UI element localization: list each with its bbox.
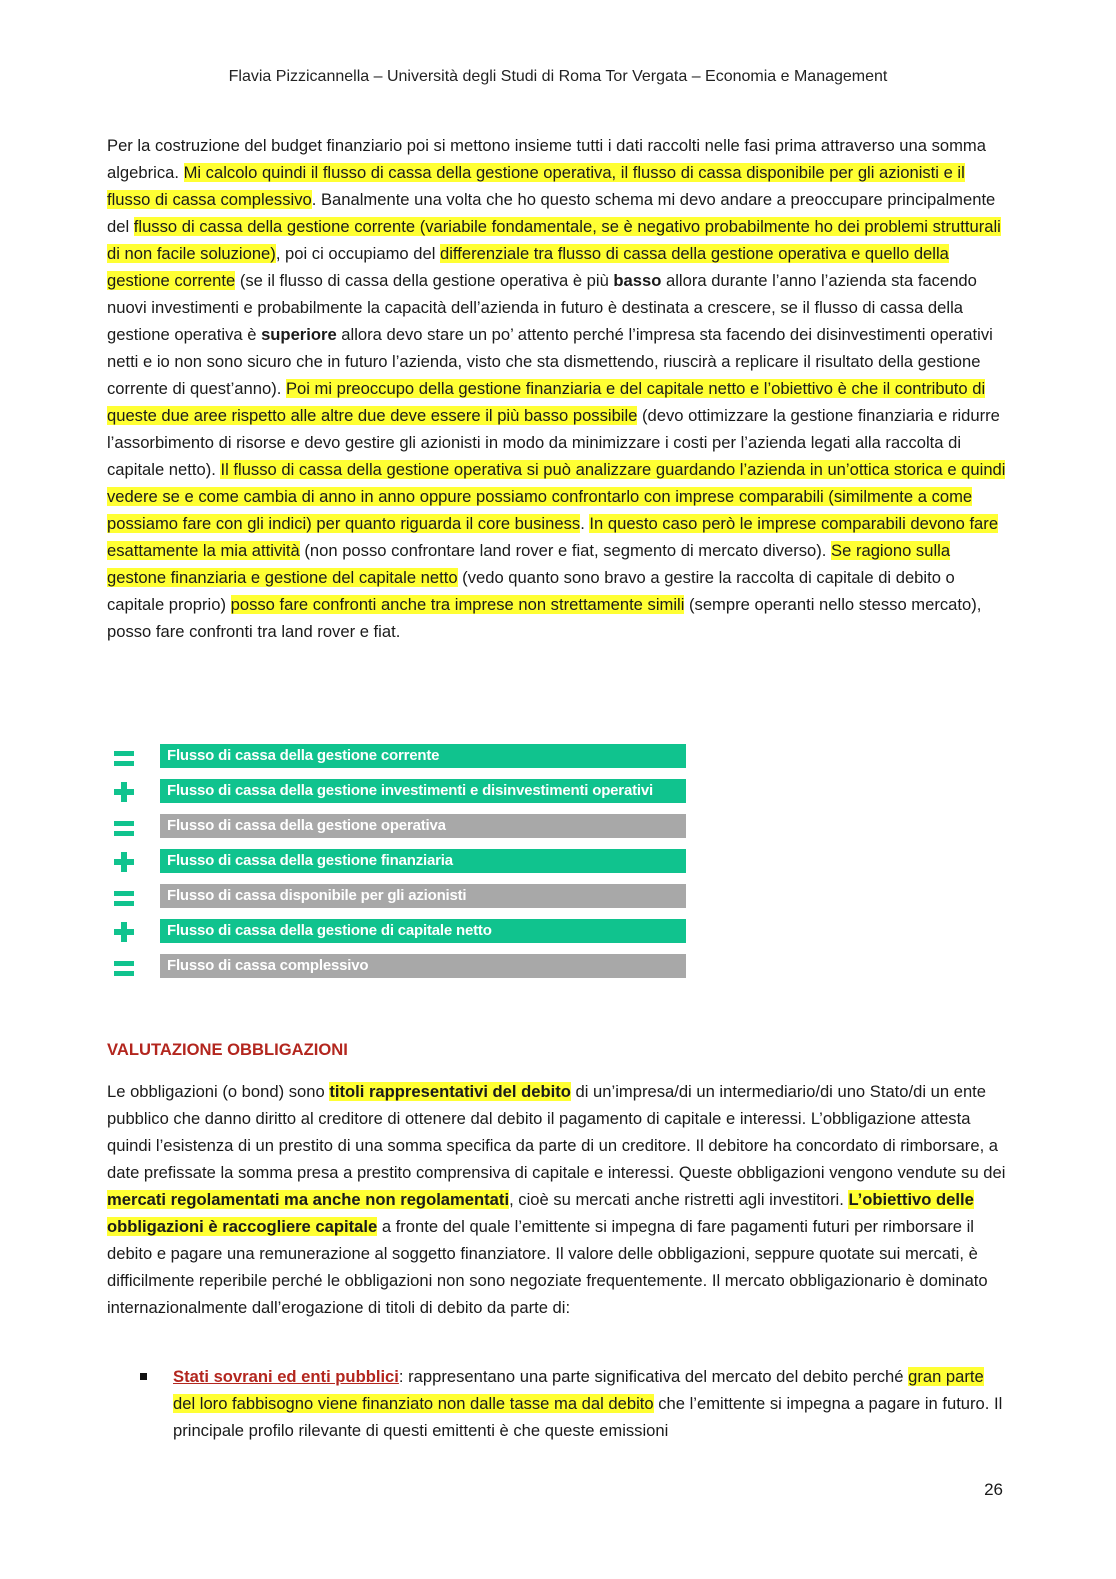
highlight-run: Se ragiono sulla gestone finanziaria e gestione del capitale netto — [107, 541, 951, 587]
highlight-run: Poi mi preoccupo della gestione finanziaria e del capitale netto e l’obiettivo è che il contributo di queste due aree rispetto alle altre due deve essere il più basso possibile — [107, 379, 986, 425]
text-run: . Banalmente una volta che ho questo schema mi devo andare a preoccupare principalmente del — [107, 190, 996, 236]
highlight-run: differenziale tra flusso di cassa della gestione operativa e quello della gestione corrente — [107, 244, 949, 290]
text-run: (se il flusso di cassa della gestione operativa è più — [235, 271, 614, 290]
highlight-run: mercati regolamentati ma anche non regolamentati — [107, 1190, 510, 1209]
diagram-bar: Flusso di cassa della gestione investimenti e disinvestimenti operativi — [160, 779, 686, 803]
diagram-bar: Flusso di cassa della gestione finanziaria — [160, 849, 686, 873]
bold-run: basso — [613, 271, 662, 290]
highlight-run: posso fare confronti anche tra imprese non strettamente simili — [230, 595, 685, 614]
diagram-row — [110, 777, 690, 812]
section-heading: VALUTAZIONE OBBLIGAZIONI — [107, 1040, 348, 1059]
equals-icon — [110, 884, 138, 912]
page-number: 26 — [984, 1480, 1003, 1499]
text-run: , poi ci occupiamo del — [275, 244, 440, 263]
diagram-row — [110, 917, 690, 952]
plus-icon — [110, 919, 138, 947]
highlight-run: L’obiettivo delle obbligazioni è raccogliere capitale — [107, 1190, 974, 1236]
text-run: : rappresentano una parte significativa del mercato del debito perché — [398, 1367, 909, 1386]
equals-icon — [110, 814, 138, 842]
diagram-row — [110, 742, 690, 777]
equals-icon — [110, 744, 138, 772]
text-run: Le obbligazioni (o bond) sono — [107, 1082, 330, 1101]
bold-run: superiore — [261, 325, 337, 344]
diagram-bar: Flusso di cassa della gestione operativa — [160, 814, 686, 838]
list-term: Stati sovrani ed enti pubblici — [173, 1367, 399, 1386]
paragraph-obbligazioni — [107, 1078, 1007, 1321]
text-run: Per la costruzione del budget finanziario poi si mettono insieme tutti i dati raccolti nelle fasi prima attraverso una somma algebrica. — [107, 136, 986, 182]
highlight-run: Il flusso di cassa della gestione operativa si può analizzare guardando l’azienda in un’ottica storica e quindi vedere se e come cambia di anno in anno oppure possiamo confrontarlo con imprese comparabili (similmente a come possiamo fare con gli indici) per quanto riguarda il core business — [107, 460, 1006, 533]
plus-icon — [110, 779, 138, 807]
diagram-bar: Flusso di cassa della gestione di capitale netto — [160, 919, 686, 943]
list-item-text — [173, 1363, 1010, 1444]
text-run: . — [580, 514, 590, 533]
cash-flow-diagram — [110, 742, 690, 987]
diagram-row — [110, 812, 690, 847]
list-item — [140, 1363, 1010, 1444]
highlight-run: In questo caso però le imprese comparabili devono fare esattamente la mia attività — [107, 514, 999, 560]
equals-icon — [110, 954, 138, 982]
text-run: allora devo stare un po’ attento perché l’impresa sta facendo dei disinvestimenti operativi netti e io non sono sicuro che in futuro l’azienda, visto che sta dismettendo, riuscirà a replicare il risultato della gestione corrente di quest’anno). — [107, 325, 993, 398]
diagram-bar: Flusso di cassa complessivo — [160, 954, 686, 978]
plus-icon — [110, 849, 138, 877]
text-run: (non posso confrontare land rover e fiat, segmento di mercato diverso). — [299, 541, 832, 560]
text-run: di un’impresa/di un intermediario/di uno Stato/di un ente pubblico che danno diritto al creditore di ottenere dal debito il pagamento di capitale e interessi. L’obbligazione attesta quindi l’esistenza di un prestito di una somma specifica da parte di un creditore. Il debitore ha concordato di rimborsare, a date prefissate la somma presa a prestito comprensiva di capitale e interessi. Queste obbligazioni vengono vendute su dei — [107, 1082, 1006, 1182]
diagram-bar: Flusso di cassa disponibile per gli azionisti — [160, 884, 686, 908]
text-run: (sempre operanti nello stesso mercato), posso fare confronti tra land rover e fiat. — [107, 595, 982, 641]
text-run: , cioè su mercati anche ristretti agli investitori. — [509, 1190, 849, 1209]
page-header: Flavia Pizzicannella – Università degli Studi di Roma Tor Vergata – Economia e Management — [228, 68, 888, 85]
diagram-row — [110, 952, 690, 987]
highlight-run: titoli rappresentativi del debito — [329, 1082, 571, 1101]
highlight-run: gran parte del loro fabbisogno viene finanziato non dalle tasse ma dal debito — [173, 1367, 984, 1413]
text-run: che l’emittente si impegna a pagare in futuro. Il principale profilo rilevante di questi emittenti è che queste emissioni — [173, 1394, 1003, 1440]
highlight-run: Mi calcolo quindi il flusso di cassa della gestione operativa, il flusso di cassa disponibile per gli azionisti e il flusso di cassa complessivo — [107, 163, 965, 209]
paragraph-budget-finanziario — [107, 132, 1007, 645]
diagram-row — [110, 847, 690, 882]
text-run: (devo ottimizzare la gestione finanziaria e ridurre l’assorbimento di risorse e devo gestire gli azionisti in modo da minimizzare i costi per l’azienda legati alla raccolta di capitale netto). — [107, 406, 1000, 479]
text-run: (vedo quanto sono bravo a gestire la raccolta di capitale di debito o capitale proprio) — [107, 568, 955, 614]
text-run: allora durante l’anno l’azienda sta facendo nuovi investimenti e probabilmente la capacità dell’azienda in futuro è destinata a crescere, se il flusso di cassa della gestione operativa è — [107, 271, 977, 344]
highlight-run: flusso di cassa della gestione corrente (variabile fondamentale, se è negativo probabilmente ho dei problemi strutturali di non facile soluzione) — [107, 217, 1001, 263]
text-run: a fronte del quale l’emittente si impegna di fare pagamenti futuri per rimborsare il debito e pagare una remunerazione al soggetto finanziatore. Il valore delle obbligazioni, seppure quotate sui mercati, è difficilmente reperibile perché le obbligazioni non sono negoziate frequentemente. Il mercato obbligazionario è dominato internazionalmente dall’erogazione di titoli di debito da parte di: — [107, 1217, 988, 1317]
bullet-icon — [140, 1373, 147, 1380]
diagram-row — [110, 882, 690, 917]
bullet-list — [140, 1363, 1010, 1444]
diagram-bar: Flusso di cassa della gestione corrente — [160, 744, 686, 768]
